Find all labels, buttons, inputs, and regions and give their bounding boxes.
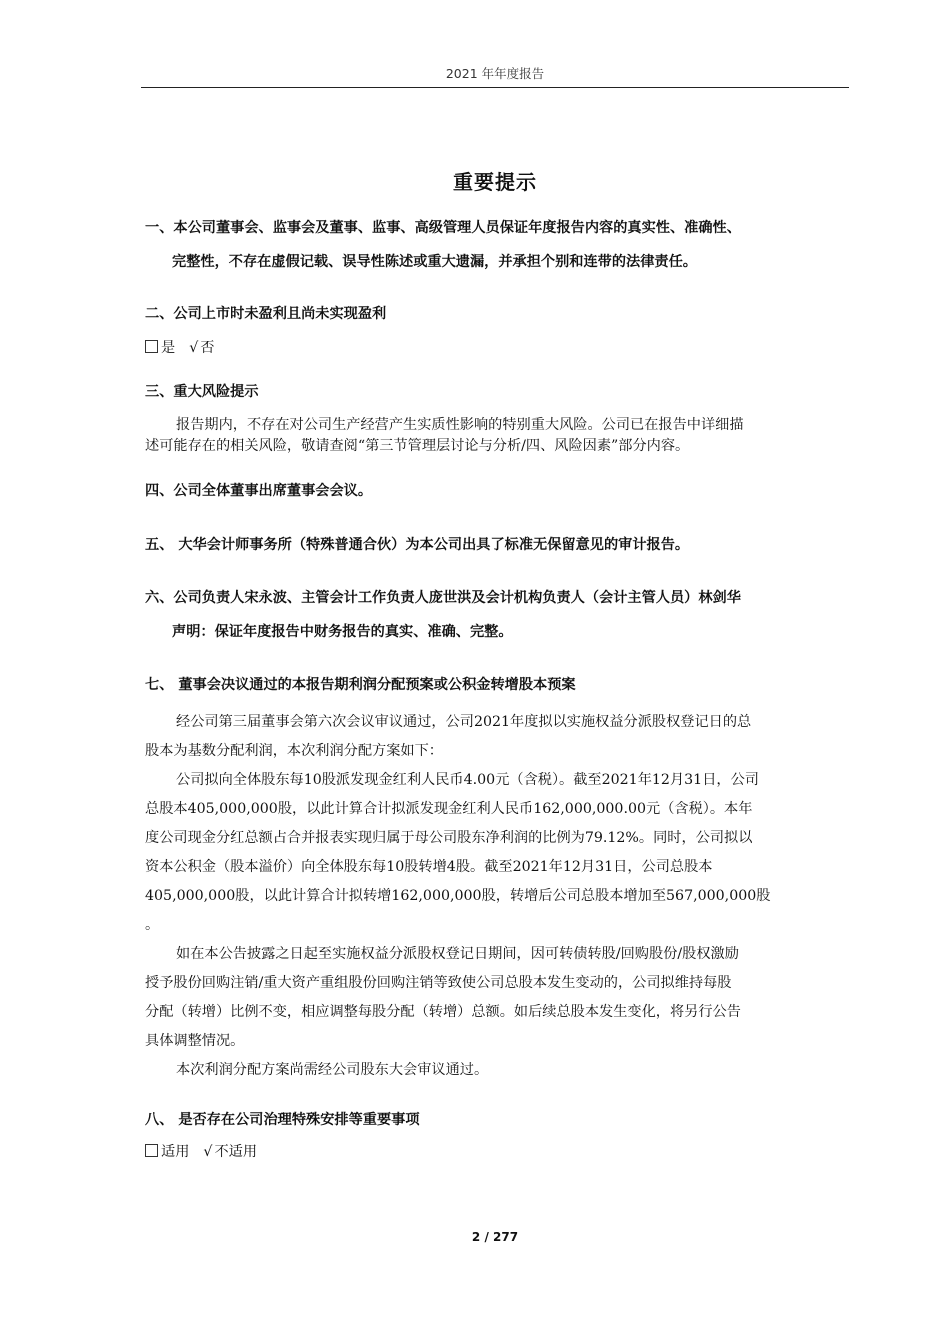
check-mark-icon: √	[189, 340, 199, 356]
section-8-options	[145, 1142, 257, 1162]
report-header: 2021 年年度报告	[445, 66, 545, 81]
section-7-p3-line-1: 如在本公告披露之日起至实施权益分派股权登记日期间，因可转债转股/回购股份/股权激励	[176, 946, 739, 962]
section-6-line-1: 六、公司负责人宋永波、主管会计工作负责人庞世洪及会计机构负责人（会计主管人员）林剑华	[145, 590, 741, 606]
section-7-p2-line-6: 。	[145, 917, 160, 933]
option-applicable-label: 适用	[161, 1144, 190, 1160]
section-3-heading: 三、重大风险提示	[145, 384, 259, 400]
section-4-heading: 四、公司全体董事出席董事会会议。	[145, 483, 373, 499]
section-6-line-2: 声明：保证年度报告中财务报告的真实、准确、完整。	[172, 624, 513, 640]
option-not-applicable-label: 不适用	[214, 1144, 258, 1160]
section-7-p2-line-1: 公司拟向全体股东每10股派发现金红利人民币4.00元（含税）。截至2021年12月31日，公司	[176, 772, 759, 788]
section-7-p2-line-5: 405,000,000股，以此计算合计拟转增162,000,000股，转增后公司总股本增加至567,000,000股	[145, 888, 771, 904]
checkbox-unchecked-icon	[145, 340, 158, 353]
section-7-p1-line-2: 股本为基数分配利润，本次利润分配方案如下：	[145, 743, 443, 759]
section-7-p3-line-2: 授予股份回购注销/重大资产重组股份回购注销等致使公司总股本发生变动的，公司拟维持每股	[145, 975, 732, 991]
section-2-options	[145, 338, 214, 358]
section-5-heading: 五、 大华会计师事务所（特殊普通合伙）为本公司出具了标准无保留意见的审计报告。	[145, 537, 690, 553]
section-1-line-1: 一、本公司董事会、监事会及董事、监事、高级管理人员保证年度报告内容的真实性、准确性、	[145, 220, 741, 236]
section-2-heading: 二、公司上市时未盈利且尚未实现盈利	[145, 306, 387, 322]
section-7-p2-line-2: 总股本405,000,000股，以此计算合计拟派发现金红利人民币162,000,000.00元（含税）。本年	[145, 801, 753, 817]
section-7-p3-line-3: 分配（转增）比例不变，相应调整每股分配（转增）总额。如后续总股本发生变化，将另行公告	[145, 1004, 741, 1020]
section-3-para-line-2: 述可能存在的相关风险，敬请查阅“第三节管理层讨论与分析/四、风险因素”部分内容。	[145, 438, 690, 454]
section-7-p3-line-4: 具体调整情况。	[145, 1033, 245, 1049]
section-1-line-2: 完整性，不存在虚假记载、误导性陈述或重大遗漏，并承担个别和连带的法律责任。	[172, 254, 697, 270]
check-mark-icon: √	[203, 1144, 213, 1160]
section-7-p2-line-4: 资本公积金（股本溢价）向全体股东每10股转增4股。截至2021年12月31日，公司总股本	[145, 859, 713, 875]
section-8-heading: 八、 是否存在公司治理特殊安排等重要事项	[145, 1112, 420, 1128]
section-7-heading: 七、 董事会决议通过的本报告期利润分配预案或公积金转增股本预案	[145, 677, 576, 693]
checkbox-unchecked-icon	[145, 1144, 158, 1157]
option-yes-label: 是	[161, 340, 176, 356]
page-title: 重要提示	[453, 170, 537, 194]
section-7-p1-line-1: 经公司第三届董事会第六次会议审议通过，公司2021年度拟以实施权益分派股权登记日的总	[176, 714, 752, 730]
option-no-label: 否	[200, 340, 215, 356]
header-divider	[141, 87, 849, 88]
section-3-para-line-1: 报告期内，不存在对公司生产经营产生实质性影响的特别重大风险。公司已在报告中详细描	[176, 417, 744, 433]
section-7-p2-line-3: 度公司现金分红总额占合并报表实现归属于母公司股东净利润的比例为79.12%。同时，公司拟以	[145, 830, 753, 846]
page-number: 2 / 277	[471, 1230, 519, 1244]
section-7-p4-line-1: 本次利润分配方案尚需经公司股东大会审议通过。	[176, 1062, 489, 1078]
